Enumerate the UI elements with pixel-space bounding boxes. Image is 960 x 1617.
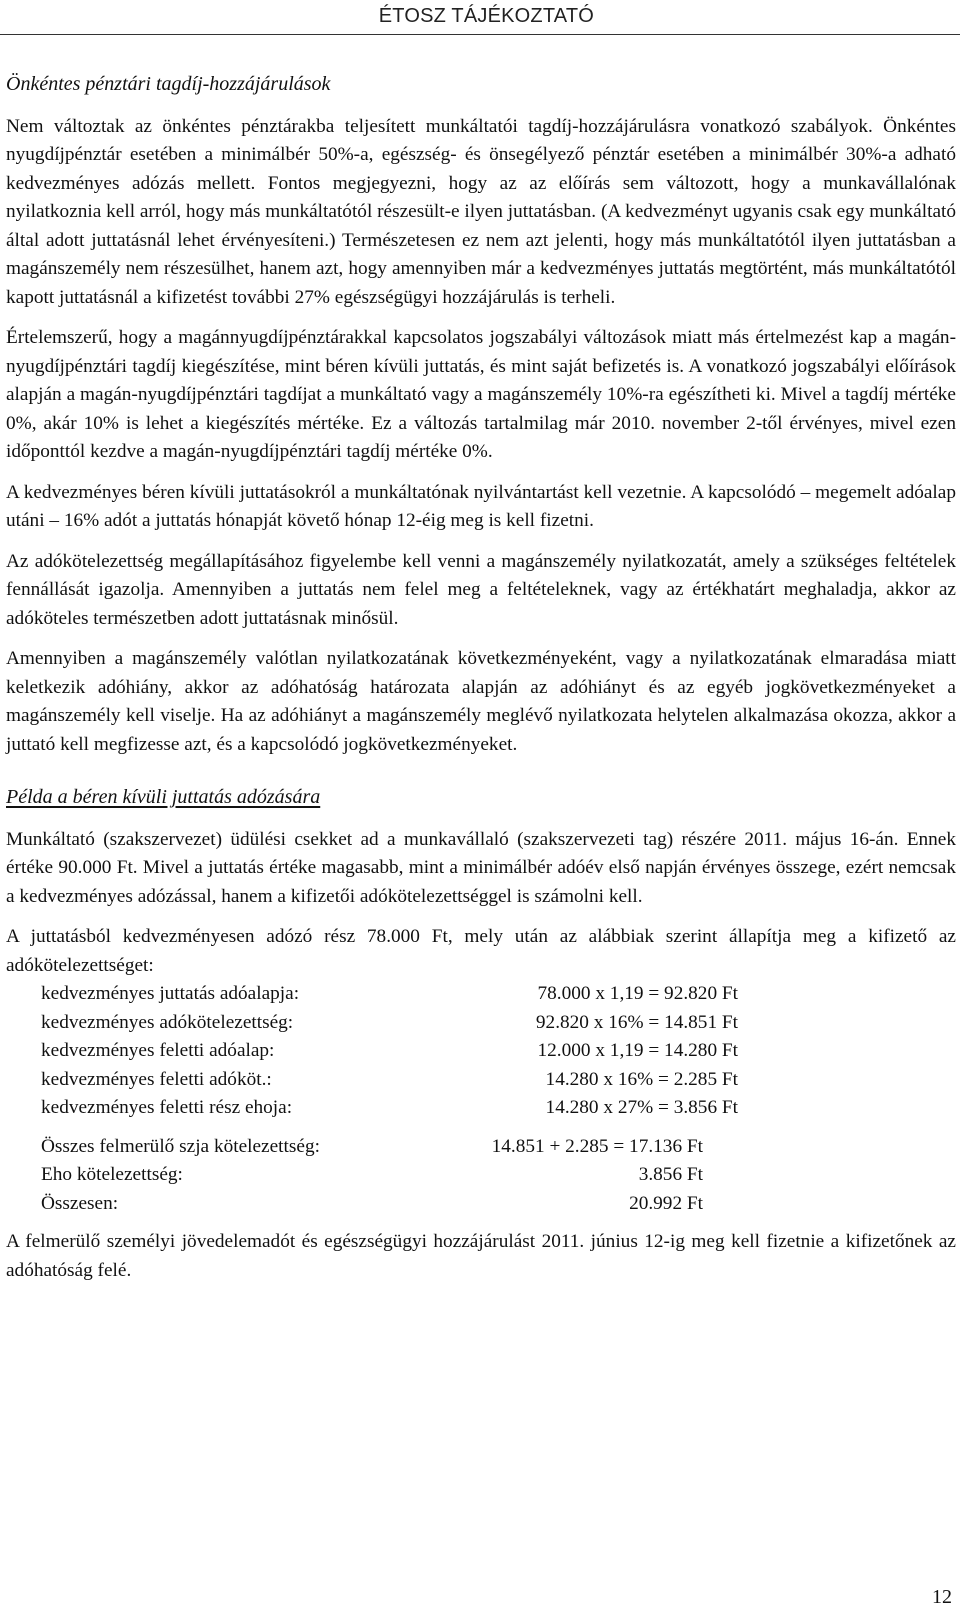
section-heading-example: Példa a béren kívüli juttatás adózására xyxy=(6,786,321,808)
section-heading-voluntary-funds: Önkéntes pénztári tagdíj-hozzájárulások xyxy=(6,73,331,95)
calc-row xyxy=(41,1009,738,1038)
calc-value: 78.000 x 1,19 = 92.820 Ft xyxy=(537,983,738,1004)
calc-row xyxy=(41,980,738,1009)
total-value: 3.856 Ft xyxy=(638,1164,703,1185)
calc-row xyxy=(41,1037,738,1066)
total-label: Összes felmerülő szja kötelezettség: xyxy=(41,1135,320,1157)
total-value: 20.992 Ft xyxy=(629,1192,703,1214)
paragraph: Az adókötelezettség megállapításához figyelembe kell venni a magánszemély nyilatkozatát, amely a szükséges feltételek fennállását igazolja. Amennyiben a juttatás nem felel meg a feltételeknek, vagy az értékhatárt meghaladja, akkor az adóköteles természetben adott juttatásnak minősül. xyxy=(6,550,956,629)
calc-row xyxy=(41,1094,738,1123)
paragraph: A juttatásból kedvezményesen adózó rész 78.000 Ft, mely után az alábbiak szerint állapítja meg a kifizető az adókötelezettséget: xyxy=(6,926,956,976)
calc-label: kedvezményes adókötelezettség: xyxy=(41,1011,294,1033)
header-title: ÉTOSZ TÁJÉKOZTATÓ xyxy=(378,5,594,27)
paragraph: A kedvezményes béren kívüli juttatásokról a munkáltatónak nyilvántartást kell vezetnie. A kapcsolódó – megemelt adóalap utáni – 16% adót a juttatás hónapját követő hónap 12-éig meg is kell fizetni. xyxy=(6,481,956,531)
calc-value: 12.000 x 1,19 = 14.280 Ft xyxy=(537,1040,738,1061)
calc-value: 14.280 x 27% = 3.856 Ft xyxy=(545,1097,738,1118)
calculation-table xyxy=(41,980,738,1123)
total-row xyxy=(41,1133,703,1162)
calc-row xyxy=(41,1066,738,1095)
paragraph: Értelemszerű, hogy a magánnyugdíjpénztárakkal kapcsolatos jogszabályi változások miatt más értelmezést kap a magán-nyugdíjpénztári tagdíj kiegészítése, mint béren kívüli juttatás, és mint saját befizetés is. A vonatkozó jogszabályi előírások alapján a magán-nyugdíjpénztári tagdíjat a munkáltató vagy a magánszemély 10%-ra egészítheti ki. Mivel a tagdíj mértéke 0%, akár 10% is lehet a kiegészítés mértéke. Ez a változás tartalmilag már 2010. november 2-től érvényes, mivel ezen időponttól kezdve a magán-nyugdíjpénztári tagdíj mértéke 0%. xyxy=(6,327,956,462)
paragraph: Munkáltató (szakszervezet) üdülési csekket ad a munkavállaló (szakszervezeti tag) részére 2011. május 16-án. Ennek értéke 90.000 Ft. Mivel a juttatás értéke magasabb, mint a minimálbér adóév első napján érvényes összege, ezért nemcsak a kedvezményes adózással, hanem a kifizetői adókötelezettséggel is számolni kell. xyxy=(6,828,956,907)
totals-table xyxy=(41,1133,703,1219)
calc-label: kedvezményes feletti adóalap: xyxy=(41,1040,275,1061)
total-value: 14.851 + 2.285 = 17.136 Ft xyxy=(491,1135,703,1157)
total-row xyxy=(41,1161,703,1190)
page-number: 12 xyxy=(932,1586,952,1608)
paragraph: Amennyiben a magánszemély valótlan nyilatkozatának következményeként, vagy a nyilatkozatának elmaradása miatt keletkezik adóhiány, akkor az adóhatóság határozata alapján az adóhiányt és az egyéb jogkövetkezményeket a magánszemély kell viselje. Ha az adóhiányt a magánszemély meglévő nyilatkozata helytelen alkalmazása okozza, akkor a juttató kell megfizesse azt, és a kapcsolódó jogkövetkezményeket. xyxy=(6,648,956,755)
calc-label: kedvezményes feletti adóköt.: xyxy=(41,1068,272,1090)
calc-value: 14.280 x 16% = 2.285 Ft xyxy=(545,1068,738,1090)
calc-label: kedvezményes feletti rész ehoja: xyxy=(41,1097,293,1118)
total-row xyxy=(41,1190,703,1219)
total-label: Összesen: xyxy=(41,1192,119,1214)
paragraph: Nem változtak az önkéntes pénztárakba teljesített munkáltatói tagdíj-hozzájárulásra vonatkozó szabályok. Önkéntes nyugdíjpénztár esetében a minimálbér 50%-a, egészség- és önsegélyező pénztár esetében a minimálbér 30%-a adható kedvezményes adózás mellett. Fontos megjegyezni, hogy az az előírás sem változott, hogy a munkavállalónak nyilatkoznia kell arról, hogy más munkáltatótól részesült-e ilyen juttatásban. (A kedvezményt ugyanis csak egy munkáltató által adott juttatásnál lehet érvényesíteni.) Természetesen ez nem azt jelenti, hogy más munkáltatótól ilyen juttatásban a magánszemély nem részesülhet, hanem azt, hogy amennyiben már a kedvezményes juttatás megtörtént, más munkáltatótól kapott juttatásnál a kifizetést további 27% egészségügyi hozzájárulás is terheli. xyxy=(6,115,956,308)
document-body xyxy=(6,70,956,1297)
page-header xyxy=(0,0,960,35)
paragraph-closing: A felmerülő személyi jövedelemadót és egészségügyi hozzájárulást 2011. június 12-ig meg kell fizetnie a kifizetőnek az adóhatóság felé. xyxy=(6,1231,956,1281)
total-label: Eho kötelezettség: xyxy=(41,1164,183,1185)
calc-label: kedvezményes juttatás adóalapja: xyxy=(41,983,300,1004)
calc-value: 92.820 x 16% = 14.851 Ft xyxy=(535,1011,738,1033)
